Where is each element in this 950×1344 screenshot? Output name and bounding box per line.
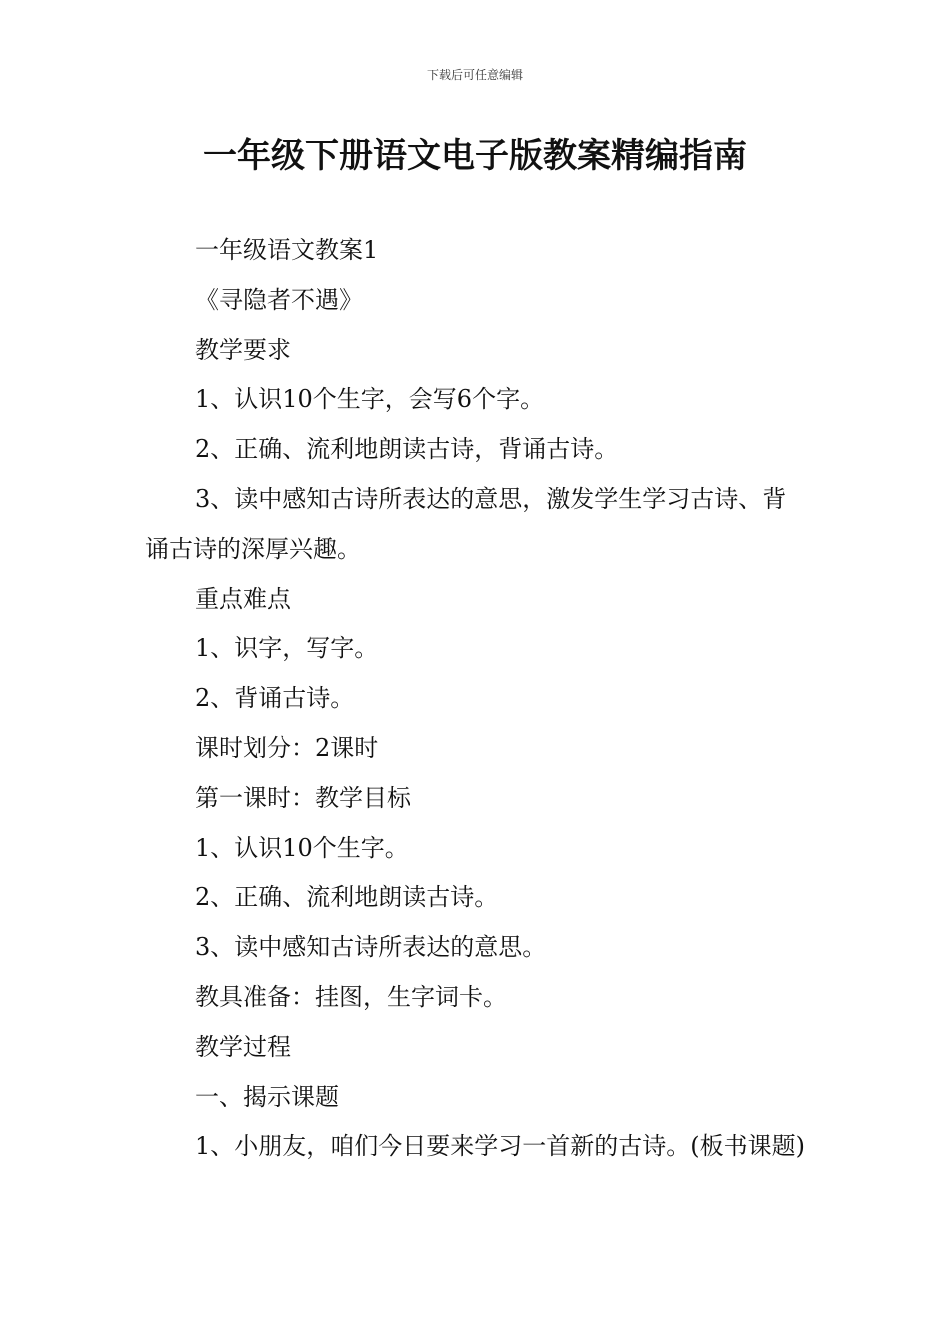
paragraph-lesson-heading: 一年级语文教案1	[195, 236, 379, 264]
paragraph-key-point-2: 2、背诵古诗。	[195, 684, 355, 713]
paragraph-requirement-2: 2、正确、流利地朗读古诗，背诵古诗。	[195, 435, 619, 464]
paragraph-step-reveal-topic: 一、揭示课题	[195, 1082, 339, 1111]
paragraph-key-point-1: 1、识字，写字。	[195, 634, 379, 663]
paragraph-goal-3: 3、读中感知古诗所表达的意思。	[195, 933, 547, 962]
paragraph-step-1: 1、小朋友，咱们今日要来学习一首新的古诗。(板书课题)	[195, 1132, 805, 1161]
paragraph-section-requirements: 教学要求	[195, 335, 291, 364]
paragraph-class-hours: 课时划分：2课时	[195, 733, 379, 762]
paragraph-teaching-aids: 教具准备：挂图，生字词卡。	[195, 982, 507, 1011]
document-title: 一年级下册语文电子版教案精编指南	[203, 136, 747, 176]
paragraph-first-lesson-goals: 第一课时：教学目标	[195, 783, 411, 812]
paragraph-goal-1: 1、认识10个生字。	[195, 833, 409, 862]
paragraph-section-key-points: 重点难点	[195, 584, 291, 613]
paragraph-requirement-1: 1、认识10个生字，会写6个字。	[195, 385, 545, 414]
document-body	[145, 226, 810, 1172]
header-note: 下载后可任意编辑	[426, 68, 523, 82]
paragraph-poem-title: 《寻隐者不遇》	[195, 285, 363, 314]
paragraph-section-process: 教学过程	[195, 1032, 291, 1061]
paragraph-goal-2: 2、正确、流利地朗读古诗。	[195, 883, 499, 912]
paragraph-requirement-3: 3、读中感知古诗所表达的意思，激发学生学习古诗、背诵古诗的深厚兴趣。	[145, 484, 787, 563]
